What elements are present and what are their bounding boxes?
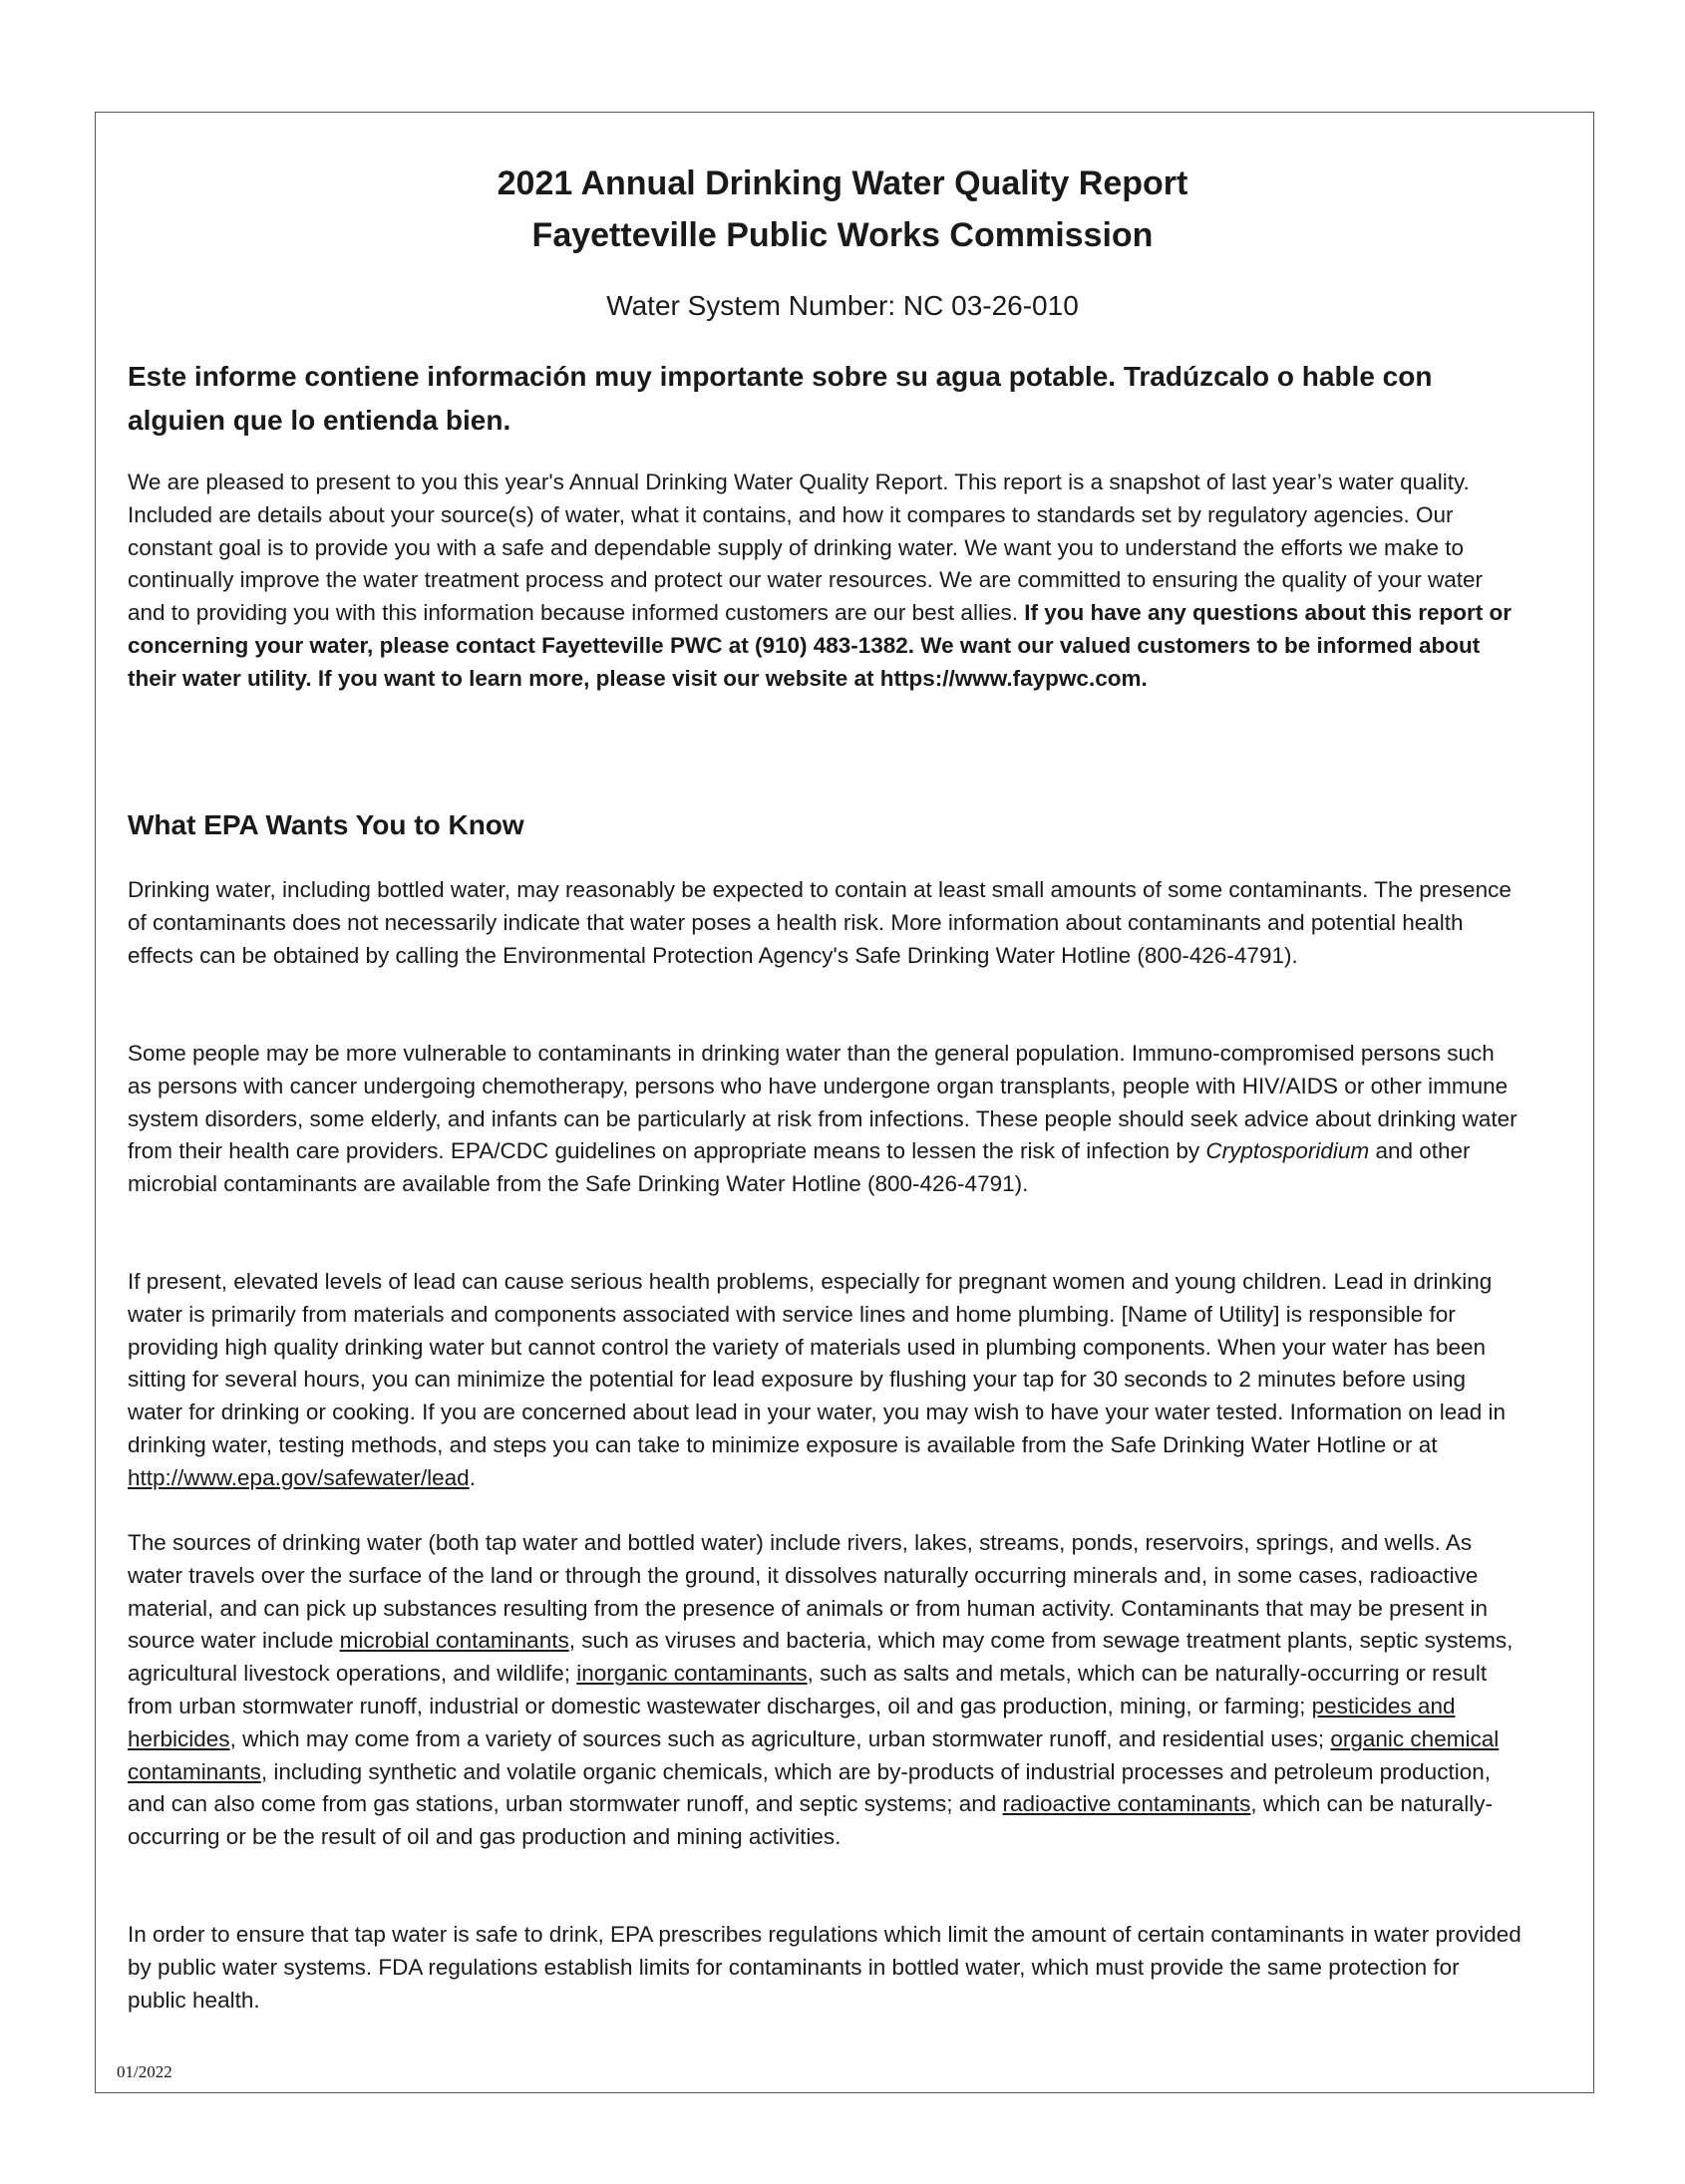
p4-text-a: The sources of drinking water (both tap water and bottled water) include rivers, lakes, streams, ponds, reservoirs, springs, and wells. As water travels over the surface of the land or through the ground, it dissolves naturally occurring minerals and, in some cases, radioactive material, and can pick up substances resulting from the presence of animals or from human activity. Contaminants that may be present in source water include bbox=[128, 1530, 1488, 1654]
p4-text-d: , which may come from a variety of sources such as agriculture, urban stormwater runoff, and residential uses; bbox=[229, 1725, 1331, 1751]
term-radioactive: radioactive contaminants bbox=[1002, 1791, 1251, 1817]
spanish-notice: Este informe contiene información muy importante sobre su agua potable. Tradúzcalo o hable con alguien que lo entienda bien. bbox=[128, 361, 1433, 436]
paragraph-regulations: In order to ensure that tap water is safe to drink, EPA prescribes regulations which limit the amount of certain contaminants in water provided by public water systems. FDA regulations establish limits for contaminants in bottled water, which must provide the same protection for public health. bbox=[128, 1922, 1521, 2013]
water-system-number: Water System Number: NC 03-26-010 bbox=[606, 290, 1079, 321]
paragraph-lead bbox=[128, 1266, 1523, 1495]
p2-text-b: and other microbial contaminants are available from the Safe Drinking Water Hotline (800-426-4791). bbox=[128, 1138, 1471, 1197]
p2-text-a: Some people may be more vulnerable to contaminants in drinking water than the general population. Immuno-compromised persons such as persons with cancer undergoing chemotherapy, persons who have undergone organ transplants, people with HIV/AIDS or other immune system disorders, some elderly, and infants can be particularly at risk from infections. These people should seek advice about drinking water from their health care providers. EPA/CDC guidelines on appropriate means to lessen the risk of infection by bbox=[128, 1041, 1517, 1164]
p2-italic-term: Cryptosporidium bbox=[1205, 1138, 1370, 1164]
intro-paragraph bbox=[128, 467, 1523, 696]
term-organic: organic chemical contaminants bbox=[128, 1725, 1500, 1784]
organization-name: Fayetteville Public Works Commission bbox=[531, 216, 1154, 254]
epa-lead-link[interactable]: http://www.epa.gov/safewater/lead bbox=[128, 1464, 470, 1490]
intro-contact-text: If you have any questions about this report or concerning your water, please contact Fayetteville PWC at (910) 483-1382. We want our valued customers to be informed about their water utility. If you want to learn more, please visit our website at https://www.faypwc.com. bbox=[128, 600, 1513, 691]
p3-text-b: . bbox=[469, 1464, 476, 1490]
footer-date-code: 01/2022 bbox=[117, 2062, 172, 2081]
term-pesticides: pesticides and herbicides bbox=[128, 1693, 1456, 1751]
p4-text-c: , such as salts and metals, which can be naturally-occurring or result from urban stormwater runoff, industrial or domestic wastewater discharges, oil and gas production, mining, or farming; bbox=[128, 1661, 1488, 1718]
intro-text: We are pleased to present to you this year's Annual Drinking Water Quality Report. This report is a snapshot of last year’s water quality. Included are details about your source(s) of water, what it contains, and how it compares to standards set by regulatory agencies. Our constant goal is to provide you with a safe and dependable supply of drinking water. We want you to understand the efforts we make to continually improve the water treatment process and protect our water resources. We are committed to ensuring the quality of your water and to providing you with this information because informed customers are our best allies. bbox=[128, 469, 1483, 626]
term-inorganic: inorganic contaminants bbox=[576, 1661, 808, 1687]
report-title: 2021 Annual Drinking Water Quality Report bbox=[497, 164, 1188, 202]
term-microbial: microbial contaminants bbox=[339, 1628, 569, 1654]
paragraph-sources bbox=[128, 1527, 1523, 1854]
p4-text-f: , which can be naturally-occurring or be the result of oil and gas production and mining activities. bbox=[128, 1791, 1494, 1850]
p4-text-e: , including synthetic and volatile organic chemicals, which are by-products of industrial processes and petroleum production, and can also come from gas stations, urban stormwater runoff, and septic systems; and bbox=[128, 1758, 1491, 1817]
section-heading-epa: What EPA Wants You to Know bbox=[128, 809, 524, 840]
paragraph-vulnerable-people bbox=[128, 1038, 1523, 1201]
p3-text-a: If present, elevated levels of lead can cause serious health problems, especially for pregnant women and young children. Lead in drinking water is primarily from materials and components associated with service lines and home plumbing. [Name of Utility] is responsible for providing high quality drinking water but cannot control the variety of materials used in plumbing components. When your water has been sitting for several hours, you can minimize the potential for lead exposure by flushing your tap for 30 seconds to 2 minutes before using water for drinking or cooking. If you are concerned about lead in your water, you may wish to have your water tested. Information on lead in drinking water, testing methods, and steps you can take to minimize exposure is available from the Safe Drinking Water Hotline or at bbox=[128, 1269, 1507, 1457]
paragraph-contaminants: Drinking water, including bottled water, may reasonably be expected to contain at least small amounts of some contaminants. The presence of contaminants does not necessarily indicate that water poses a health risk. More information about contaminants and potential health effects can be obtained by calling the Environmental Protection Agency's Safe Drinking Water Hotline (800-426-4791). bbox=[128, 877, 1512, 968]
p4-text-b: , such as viruses and bacteria, which may come from sewage treatment plants, septic systems, agricultural livestock operations, and wildlife; bbox=[128, 1628, 1514, 1687]
